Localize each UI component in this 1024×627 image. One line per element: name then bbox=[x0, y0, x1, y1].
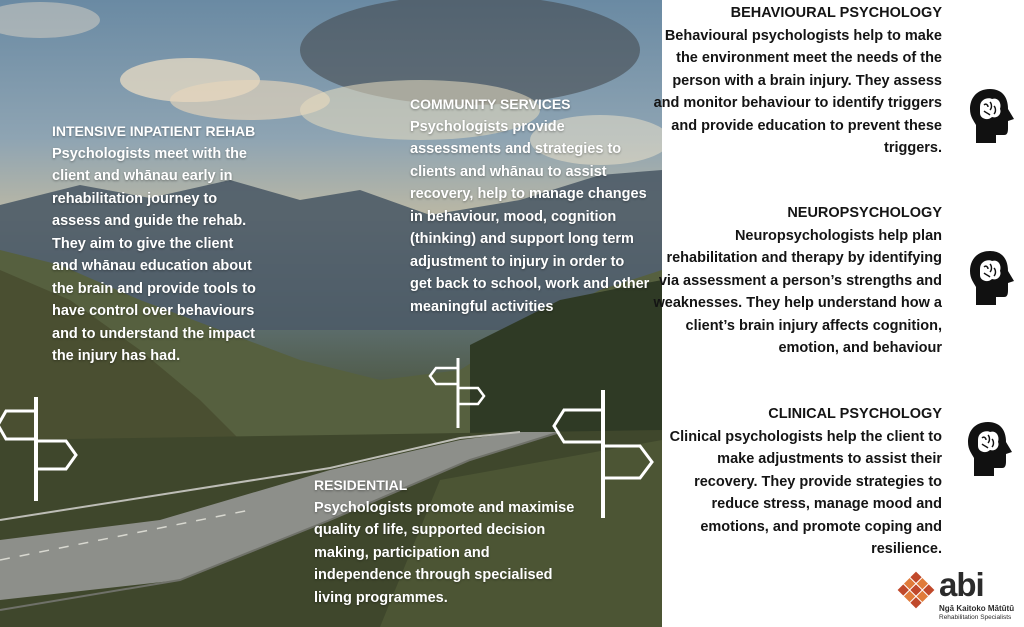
inpatient-body: Psychologists meet with the client and whānau early in rehabilitation journey to assess and guide the rehab. They aim to give the client and whānau education about the brain and provide tools to have control over behaviours and to understand the impact the injury has had. bbox=[52, 145, 256, 364]
logo-tagline: Rehabilitation Specialists bbox=[939, 614, 1012, 621]
residential-body: Psychologists promote and maximise quality of life, supported decision making, participation and independence through specialised living programmes. bbox=[314, 499, 575, 606]
behavioural-body: Behavioural psychologists help to make the environment meet the needs of the person with a brain injury. They assess and monitor behaviour to identify triggers and provide education to prevent these triggers. bbox=[653, 27, 942, 156]
signpost-icon bbox=[428, 356, 488, 430]
clinical-title: CLINICAL PSYCHOLOGY bbox=[768, 406, 942, 422]
community-body: Psychologists provide assessments and strategies to clients and whānau to assist recovery, help to manage changes in behaviour, mood, cognition (thinking) and support long term adjustment to injury in order to get back to school, work and other meaningful activities bbox=[410, 118, 650, 315]
behavioural-title: BEHAVIOURAL PSYCHOLOGY bbox=[730, 5, 942, 21]
inpatient-title: INTENSIVE INPATIENT REHAB bbox=[52, 123, 256, 139]
community-title: COMMUNITY SERVICES bbox=[410, 96, 571, 112]
brain-head-icon bbox=[966, 420, 1014, 478]
neuro-body: Neuropsychologists help plan rehabilitation and therapy by identifying via assessment a person’s strengths and weaknesses. They help understand how a client’s brain injury affects cognition, emotion, and behaviour bbox=[653, 227, 942, 356]
residential-title: RESIDENTIAL bbox=[314, 477, 408, 493]
brain-head-icon bbox=[968, 249, 1016, 307]
inpatient-section bbox=[52, 120, 257, 368]
neuro-section bbox=[652, 202, 942, 360]
logo-subtitle: Ngā Kaitoko Mātūtū bbox=[939, 604, 1015, 613]
clinical-section bbox=[652, 403, 942, 561]
community-section bbox=[410, 93, 650, 318]
abi-logo bbox=[896, 568, 1020, 624]
residential-section bbox=[314, 474, 586, 609]
behavioural-section bbox=[652, 2, 942, 160]
neuro-title: NEUROPSYCHOLOGY bbox=[787, 205, 942, 221]
brain-head-icon bbox=[968, 87, 1016, 145]
signpost-icon bbox=[0, 395, 80, 505]
logo-brand: abi bbox=[939, 566, 984, 603]
logo-diamond-icon bbox=[896, 570, 936, 610]
clinical-body: Clinical psychologists help the client to make adjustments to assist their recovery. They provide strategies to reduce stress, manage mood and emotions, and promote coping and resilience. bbox=[669, 428, 942, 557]
